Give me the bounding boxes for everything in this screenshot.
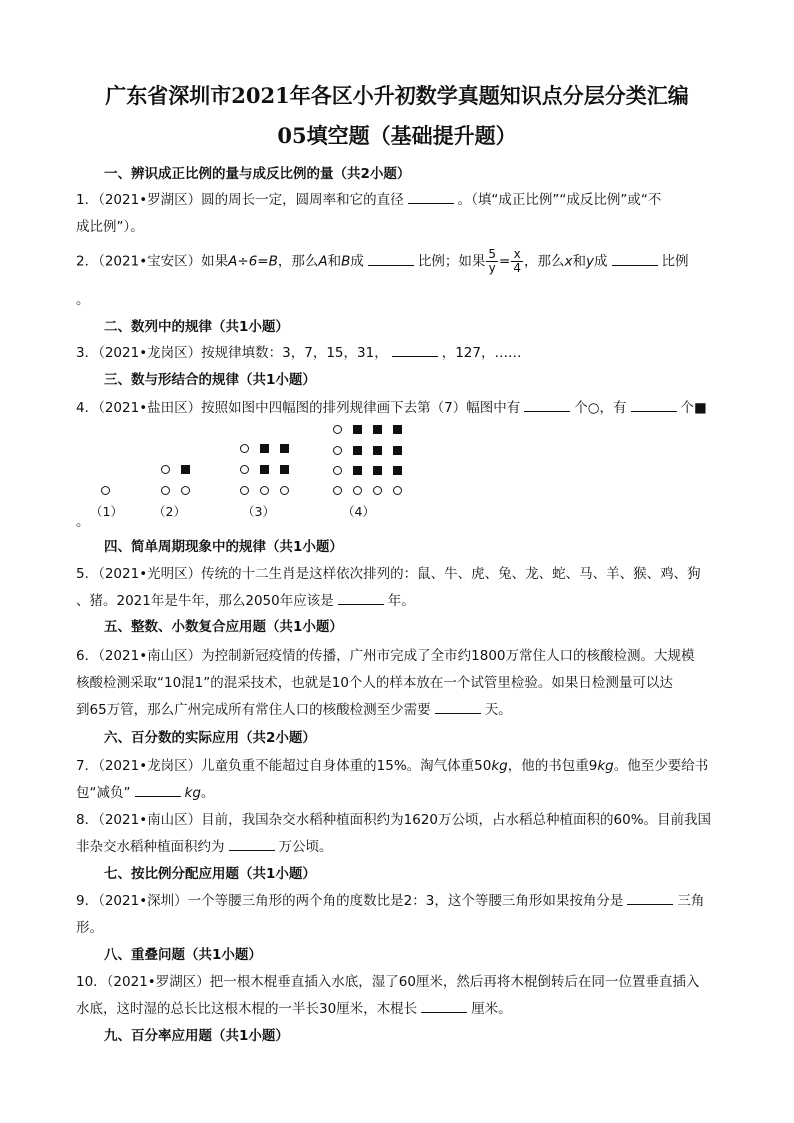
answer-blank[interactable]: [524, 399, 570, 412]
question-text: 。: [200, 785, 215, 801]
section-heading: 七、按比例分配应用题（共1小题）: [104, 866, 316, 882]
question-text: 年。: [387, 593, 415, 609]
answer-blank[interactable]: [421, 1000, 467, 1013]
question-text: 4．（2021•盐田区）按照如图中四幅图的排列规律画下去第（7）幅图中有: [76, 400, 521, 416]
equals-sign: =: [499, 253, 511, 270]
circle-shape: [240, 444, 249, 453]
answer-blank[interactable]: [631, 399, 677, 412]
square-shape: [353, 466, 362, 475]
unit-text: kg: [491, 758, 508, 774]
question-text: 比例: [661, 253, 689, 270]
question-9: [76, 889, 722, 909]
fraction: [486, 248, 498, 275]
question-text: ，他的书包重9: [507, 758, 598, 774]
answer-blank[interactable]: [435, 701, 481, 714]
question-8-cont: [76, 835, 722, 855]
answer-blank[interactable]: [135, 784, 181, 797]
question-text: ，那么: [524, 253, 565, 270]
question-text: 个■: [680, 400, 707, 416]
math-variable: y: [586, 253, 594, 270]
question-text: 三角: [677, 893, 705, 909]
question-7-cont: [76, 781, 722, 801]
circle-shape: [393, 486, 402, 495]
section-heading: 四、简单周期现象中的规律（共1小题）: [104, 539, 343, 555]
question-6-cont: 核酸检测采取“10混1”的混采技术，也就是10个人的样本放在一个试管里检验。如果日检测量可以达: [76, 675, 673, 691]
circle-shape: [333, 486, 342, 495]
square-shape: [353, 446, 362, 455]
circle-shape: [373, 486, 382, 495]
section-heading: 二、数列中的规律（共1小题）: [104, 319, 289, 335]
question-text: 2．（2021•宝安区）如果: [76, 253, 229, 270]
question-5: 5．（2021•光明区）传统的十二生肖是这样依次排列的：鼠、牛、虎、兔、龙、蛇、马、羊、猴、鸡、狗: [76, 566, 701, 582]
square-shape: [280, 465, 289, 474]
question-4: [76, 396, 722, 416]
square-shape: [373, 466, 382, 475]
question-text: 。他至少要给书: [613, 758, 709, 774]
answer-blank[interactable]: [612, 253, 658, 266]
question-text: 包“减负”: [76, 785, 131, 801]
math-variable: x: [564, 253, 573, 270]
circle-shape: [101, 486, 110, 495]
answer-blank[interactable]: [408, 191, 454, 204]
question-text: ，127，……: [441, 345, 522, 361]
question-3: [76, 341, 722, 361]
circle-shape: [333, 466, 342, 475]
question-text: 成: [594, 253, 608, 270]
question-text: 水底，这时湿的总长比这根木棍的一半长30厘米，木棍长: [76, 1001, 418, 1017]
circle-shape: [260, 486, 269, 495]
question-text: 。（填“成正比例”“成反比例”或“不: [457, 192, 662, 208]
circle-shape: [161, 465, 170, 474]
question-text: 个○，有: [574, 400, 627, 416]
question-10: 10．（2021•罗湖区）把一根木棍垂直插入水底，湿了60厘米，然后再将木棍倒转后在同一位置垂直插入: [76, 974, 700, 990]
question-text: 天。: [484, 702, 512, 718]
question-text: 3．（2021•龙岗区）按规律填数：3，7，15，31，: [76, 345, 388, 361]
circle-shape: [240, 465, 249, 474]
square-shape: [373, 425, 382, 434]
question-text: 和: [327, 253, 342, 270]
question-text: ，那么: [277, 253, 319, 270]
question-8: 8．（2021•南山区）目前，我国杂交水稻种植面积约为1620万公顷，占水稻总种植面积的60%。目前我国: [76, 812, 712, 828]
question-text: 比例；如果: [417, 253, 486, 270]
question-text: 非杂交水稻种植面积约为: [76, 839, 225, 855]
square-shape: [393, 425, 402, 434]
question-text: 厘米。: [471, 1001, 512, 1017]
answer-blank[interactable]: [338, 592, 384, 605]
document-subtitle: 05填空题（基础提升题）: [277, 123, 517, 148]
unit-text: kg: [184, 785, 201, 801]
square-shape: [260, 444, 269, 453]
question-text: 9．（2021•深圳）一个等腰三角形的两个角的度数比是2：3，这个等腰三角形如果按角分是: [76, 893, 624, 909]
answer-blank[interactable]: [368, 253, 414, 266]
question-7: [76, 754, 722, 774]
circle-shape: [353, 486, 362, 495]
math-variable: B: [341, 253, 351, 270]
circle-shape: [181, 486, 190, 495]
question-2-cont: 。: [76, 292, 90, 308]
circle-shape: [333, 425, 342, 434]
answer-blank[interactable]: [229, 838, 275, 851]
question-5-cont: [76, 589, 722, 609]
unit-text: kg: [597, 758, 614, 774]
section-heading: 八、重叠问题（共1小题）: [104, 947, 262, 963]
question-text: 万公顷。: [278, 839, 333, 855]
fraction: [511, 248, 523, 275]
square-shape: [393, 466, 402, 475]
section-heading: 三、数与形结合的规律（共1小题）: [104, 372, 316, 388]
circle-shape: [333, 446, 342, 455]
question-10-cont: [76, 997, 722, 1017]
figure-caption: （1）: [90, 504, 123, 519]
answer-blank[interactable]: [627, 892, 673, 905]
pattern-figure: [90, 420, 420, 520]
figure-caption: （3）: [242, 504, 275, 519]
square-shape: [181, 465, 190, 474]
circle-shape: [161, 486, 170, 495]
question-text: 7．（2021•龙岗区）儿童负重不能超过自身体重的15%。淘气体重50: [76, 758, 492, 774]
question-text: 、猪。2021年是牛年，那么2050年应该是: [76, 593, 334, 609]
fraction-numerator: 5: [488, 247, 497, 261]
square-shape: [280, 444, 289, 453]
question-text: 和: [572, 253, 586, 270]
square-shape: [393, 446, 402, 455]
question-1-cont: 成比例”）。: [76, 219, 144, 235]
question-9-cont: 形。: [76, 920, 103, 936]
square-shape: [353, 425, 362, 434]
question-1: [76, 188, 722, 208]
section-heading: 五、整数、小数复合应用题（共1小题）: [104, 619, 343, 635]
question-6-cont: [76, 698, 722, 718]
question-text: 1．（2021•罗湖区）圆的周长一定，圆周率和它的直径: [76, 192, 404, 208]
figure-caption: （4）: [342, 504, 375, 519]
circle-shape: [240, 486, 249, 495]
math-expression: A÷6=B: [228, 253, 278, 270]
question-text: 到65万管，那么广州完成所有常住人口的核酸检测至少需要: [76, 702, 431, 718]
question-2: [76, 248, 722, 275]
fraction-numerator: x: [511, 248, 523, 262]
fraction-denominator: y: [488, 261, 496, 275]
figure-caption: （2）: [153, 504, 186, 519]
answer-blank[interactable]: [392, 344, 438, 357]
square-shape: [260, 465, 269, 474]
section-heading: 一、辨识成正比例的量与成反比例的量（共2小题）: [104, 166, 411, 182]
question-text: 成: [350, 253, 364, 270]
math-variable: A: [318, 253, 328, 270]
section-heading: 九、百分率应用题（共1小题）: [104, 1028, 289, 1044]
fraction-denominator: 4: [513, 261, 521, 275]
section-heading: 六、百分数的实际应用（共2小题）: [104, 730, 316, 746]
circle-shape: [280, 486, 289, 495]
question-6: 6．（2021•南山区）为控制新冠疫情的传播，广州市完成了全市约1800万常住人口的核酸检测。大规模: [76, 648, 695, 664]
square-shape: [373, 446, 382, 455]
document-title: 广东省深圳市2021年各区小升初数学真题知识点分层分类汇编: [105, 83, 689, 108]
question-4-cont: 。: [76, 514, 90, 530]
